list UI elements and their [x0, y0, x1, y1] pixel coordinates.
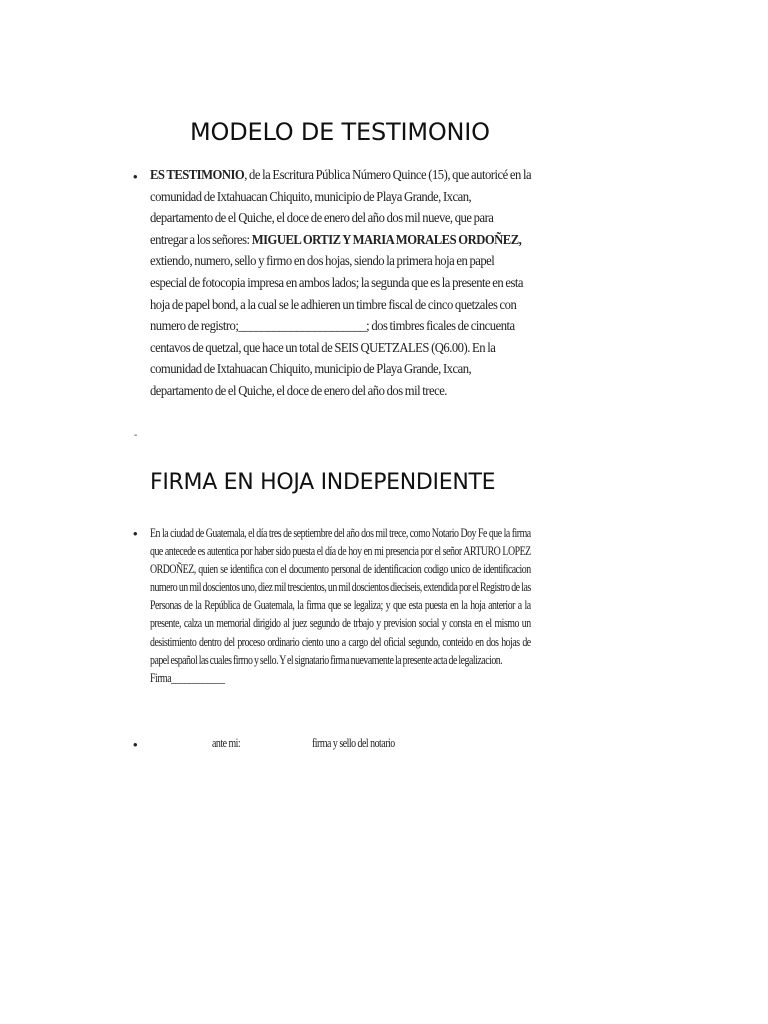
ante-mi-label: ante mi: — [212, 736, 241, 750]
separator-dash: - — [134, 430, 138, 441]
testimonio-text-a: , de la Escritura Pública Número Quince (15), que autoricé en la comunidad de Ixtahuacan Chiquito, municipio de Playa Grande, Ixcan, departamento de el Quiche, el doce de enero del año dos mil nueve, que para entregar a los señores: — [150, 167, 532, 247]
section-title-firma-hoja: FIRMA EN HOJA INDEPENDIENTE — [150, 470, 496, 495]
legalizacion-text: En la ciudad de Guatemala, el día tres de septiembre del año dos mil trece, como Notario Doy Fe que la firma que antecede es autentica por haber sido puesta el día de hoy en mi presencia por el señor ARTURO LOPEZ ORDOÑEZ, quien se identifica con el documento personal de identificacion codigo unico de identificacion numero un mil doscientos uno, diez mil trescientos, un mil doscientos dieciseis, extendida por el Registro de las Personas de la República de Guatemala, la firma que se legaliza; y que esta puesta en la hoja anterior a la presente, calza un memorial dirigido al juez segundo de trbajo y prevision social y consta en el mismo un desistimiento dentro del proceso ordinario ciento uno a cargo del oficial segundo, conteido en dos hojas de papel español las cuales firmo y sello. Y el signatario firma nuevamente la presente acta de legalizacion. — [150, 526, 531, 667]
bullet-marker: • — [133, 526, 138, 541]
testimonio-paragraph — [150, 164, 531, 402]
bullet-marker: • — [133, 169, 138, 184]
firma-line: Firma____________ — [150, 670, 225, 685]
testimonio-names: MIGUEL ORTIZ Y MARIA MORALES ORDOÑEZ, — [251, 231, 522, 247]
legalizacion-paragraph — [150, 524, 531, 687]
testimonio-lead: ES TESTIMONIO — [150, 167, 245, 182]
section-title-modelo-testimonio: MODELO DE TESTIMONIO — [190, 118, 490, 146]
bullet-marker: • — [133, 737, 138, 752]
firma-notario-label: firma y sello del notario — [312, 736, 395, 750]
testimonio-text-b: extiendo, numero, sello y firmo en dos hojas, siendo la primera hoja en papel especial de fotocopia impresa en ambos lados; la segunda que es la presente en esta hoja de papel bond, a la cual se le adhieren un timbre fiscal de cinco quetzales con numero de registro;______________________; dos timbres ficales de cincuenta centavos de quetzal, que hace un total de SEIS QUETZALES (Q6.00). En la comunidad de Ixtahuacan Chiquito, municipio de Playa Grande, Ixcan, departamento de el Quiche, el doce de enero del año dos mil trece. — [150, 253, 523, 398]
